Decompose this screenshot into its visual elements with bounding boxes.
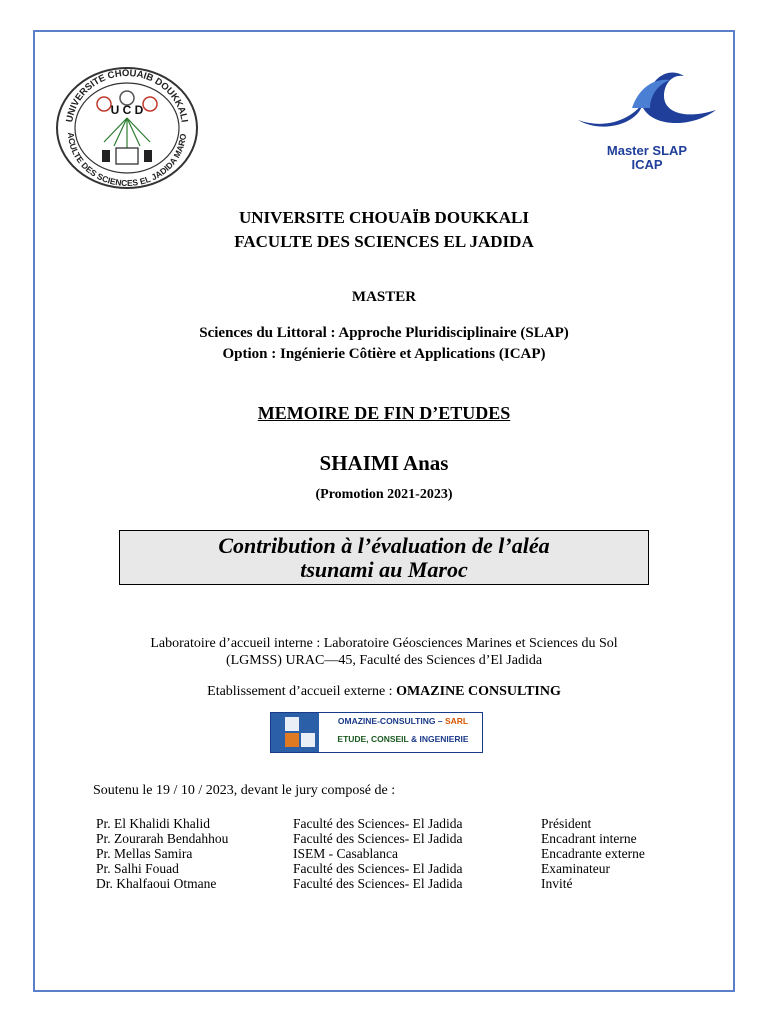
jury-row <box>96 816 695 831</box>
jury-member-name: Dr. Khalfaoui Otmane <box>96 876 217 891</box>
jury-member-affiliation: Faculté des Sciences- El Jadida <box>293 876 463 891</box>
seal-ring-bottom: ACULTE DES SCIENCES EL JADIDA MARO <box>65 131 189 189</box>
university-seal-icon <box>54 66 200 190</box>
university-name: UNIVERSITE CHOUAÏB DOUKKALI <box>239 208 529 227</box>
jury-member-role: Invité <box>541 876 573 891</box>
thesis-title-line-2: tsunami au Maroc <box>300 557 468 582</box>
omazine-services: ETUDE, CONSEIL <box>337 734 411 744</box>
jury-row <box>96 846 695 861</box>
omazine-sarl: SARL <box>444 716 469 726</box>
seal-letters: U C D <box>110 103 144 117</box>
jury-member-role: Examinateur <box>541 861 610 876</box>
jury-member-name: Pr. Zourarah Bendahhou <box>96 831 229 846</box>
thesis-title-line-1: Contribution à l’évaluation de l’aléa <box>218 533 550 558</box>
omazine-mark-icon <box>271 713 319 752</box>
jury-member-affiliation: ISEM - Casablanca <box>293 846 398 861</box>
program-line-1: Sciences du Littoral : Approche Pluridisciplinaire (SLAP) <box>199 325 569 341</box>
author-name: SHAIMI Anas <box>319 451 449 475</box>
master-slap-logo <box>572 62 722 176</box>
thesis-type-heading: MEMOIRE DE FIN D’ETUDES <box>257 403 511 423</box>
omazine-engineering: & INGENIERIE <box>410 734 469 744</box>
jury-member-name: Pr. El Khalidi Khalid <box>96 816 210 831</box>
jury-row <box>96 861 695 876</box>
wave-logo-icon <box>572 62 722 138</box>
jury-table <box>96 816 695 891</box>
jury-member-name: Pr. Salhi Fouad <box>96 861 179 876</box>
jury-member-affiliation: Faculté des Sciences- El Jadida <box>293 831 463 846</box>
external-host <box>0 683 768 700</box>
jury-member-affiliation: Faculté des Sciences- El Jadida <box>293 861 463 876</box>
university-seal-logo <box>54 66 200 190</box>
external-host-name: OMAZINE CONSULTING <box>396 684 561 699</box>
omazine-logo-line-2 <box>323 734 483 744</box>
jury-member-role: Encadrante externe <box>541 846 645 861</box>
jury-member-role: Président <box>541 816 592 831</box>
omazine-logo-line-1 <box>323 716 483 726</box>
external-host-label: Etablissement d’accueil externe : <box>207 684 397 699</box>
omazine-logo <box>270 712 483 753</box>
program-line-2: Option : Ingénierie Côtière et Applications (ICAP) <box>222 346 546 362</box>
thesis-title-box <box>119 530 649 585</box>
defense-statement: Soutenu le 19 / 10 / 2023, devant le jury composé de : <box>93 783 396 798</box>
lab-line-2: (LGMSS) URAC—45, Faculté des Sciences d’El Jadida <box>225 653 543 668</box>
jury-member-role: Encadrant interne <box>541 831 637 846</box>
jury-member-name: Pr. Mellas Samira <box>96 846 193 861</box>
jury-row <box>96 876 695 891</box>
master-slap-label: Master SLAP <box>606 143 688 158</box>
seal-ring-top: UNIVERSITE CHOUAIB DOUKKALI <box>64 67 190 124</box>
degree-label: MASTER <box>351 289 417 305</box>
omazine-name: OMAZINE-CONSULTING – <box>337 716 445 726</box>
jury-member-affiliation: Faculté des Sciences- El Jadida <box>293 816 463 831</box>
jury-row <box>96 831 695 846</box>
faculty-name: FACULTE DES SCIENCES EL JADIDA <box>234 232 534 251</box>
icap-label: ICAP <box>631 157 663 172</box>
lab-line-1: Laboratoire d’accueil interne : Laboratoire Géosciences Marines et Sciences du Sol <box>150 636 618 651</box>
promotion-label: (Promotion 2021-2023) <box>315 487 453 502</box>
